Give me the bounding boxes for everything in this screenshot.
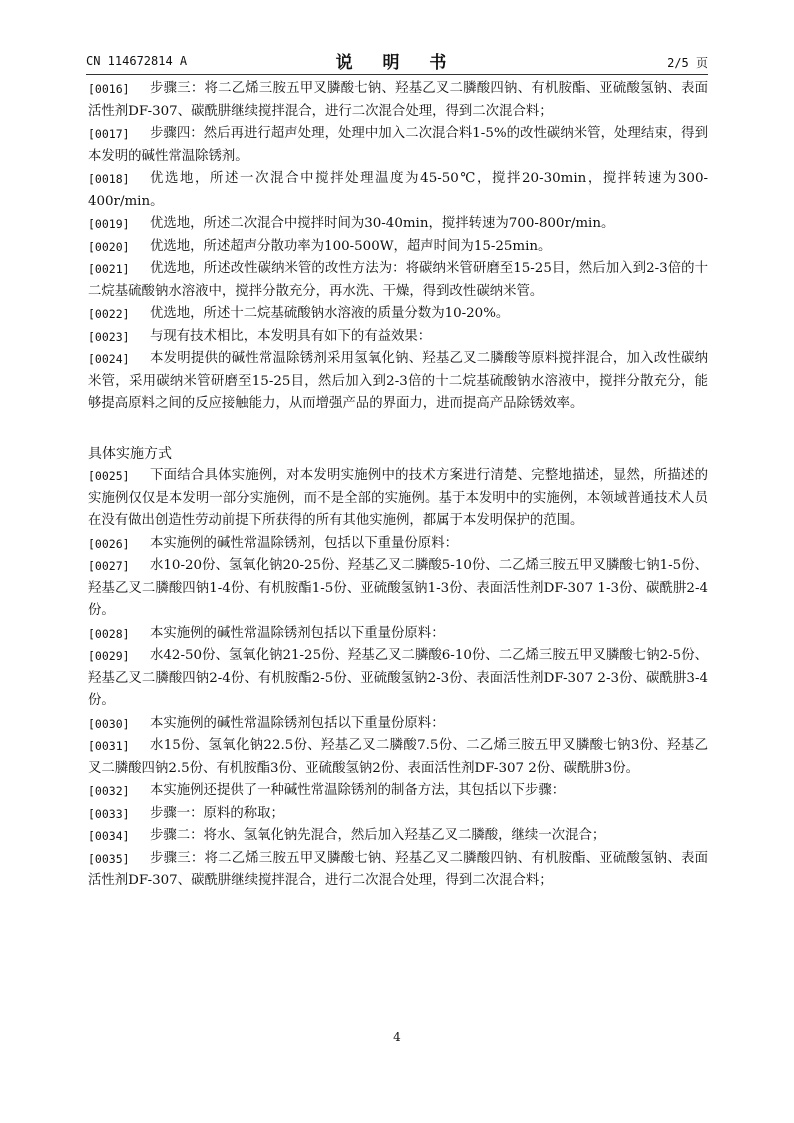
paragraph xyxy=(88,348,708,416)
paragraph xyxy=(88,713,708,736)
section-gap xyxy=(88,416,708,429)
document-body xyxy=(88,78,708,893)
paragraph-text: 与现有技术相比，本发明具有如下的有益效果： xyxy=(150,328,432,344)
paragraph xyxy=(88,236,708,259)
paragraph-number: [0027] xyxy=(88,559,130,573)
paragraph-number: [0031] xyxy=(88,739,130,753)
document-title: 说 明 书 xyxy=(335,53,459,73)
paragraph xyxy=(88,803,708,826)
paragraph-text: 下面结合具体实施例，对本发明实施例中的技术方案进行清楚、完整地描述，显然，所描述的实施例仅仅是本发明一部分实施例，而不是全部的实施例。基于本发明中的实施例，本领域普通技术人员在没有做出创造性劳动前提下所获得的所有其他实施例，都属于本发明保护的范围。 xyxy=(88,468,708,528)
paragraph xyxy=(88,780,708,803)
paragraph xyxy=(88,645,708,713)
paragraph xyxy=(88,258,708,303)
paragraph-text: 优选地，所述十二烷基硫酸钠水溶液的质量分数为10-20%。 xyxy=(150,306,510,321)
paragraph-list-after xyxy=(88,465,708,893)
paragraph-text: 本发明提供的碱性常温除锈剂采用氢氧化钠、羟基乙叉二膦酸等原料搅拌混合，加入改性碳纳米管，采用碳纳米管研磨至15-25目，然后加入到2-3倍的十二烷基硫酸钠水溶液中，搅拌分散充分，能够提高原料之间的反应接触能力，从而增强产品的界面力，进而提高产品除锈效率。 xyxy=(88,351,708,411)
paragraph-text: 优选地，所述二次混合中搅拌时间为30-40min，搅拌转速为700-800r/min。 xyxy=(150,216,615,231)
paragraph-number: [0017] xyxy=(88,127,130,141)
paragraph xyxy=(88,326,708,349)
paragraph-text: 步骤四：然后再进行超声处理，处理中加入二次混合料1-5%的改性碳纳米管，处理结束，得到本发明的碱性常温除锈剂。 xyxy=(88,126,708,164)
paragraph-text: 步骤三：将二乙烯三胺五甲叉膦酸七钠、羟基乙叉二膦酸四钠、有机胺酯、亚硫酸氢钠、表面活性剂DF-307、碳酰肼继续搅拌混合，进行二次混合处理，得到二次混合料； xyxy=(88,850,708,888)
paragraph-text: 优选地，所述一次混合中搅拌处理温度为45-50℃，搅拌20-30min，搅拌转速为300-400r/min。 xyxy=(88,171,708,209)
paragraph xyxy=(88,465,708,533)
paragraph xyxy=(88,825,708,848)
paragraph-number: [0018] xyxy=(88,172,130,186)
paragraph-number: [0029] xyxy=(88,649,130,663)
paragraph-text: 优选地，所述超声分散功率为100-500W，超声时间为15-25min。 xyxy=(150,238,552,254)
paragraph-text: 本实施例还提供了一种碱性常温除锈剂的制备方法，其包括以下步骤： xyxy=(150,783,566,798)
paragraph-number: [0024] xyxy=(88,352,130,366)
header-rule xyxy=(86,74,708,75)
paragraph xyxy=(88,848,708,893)
paragraph-number: [0022] xyxy=(88,307,130,321)
paragraph-number: [0030] xyxy=(88,716,130,731)
paragraph-text: 本实施例的碱性常温除锈剂包括以下重量份原料： xyxy=(150,715,445,731)
paragraph-number: [0028] xyxy=(88,626,130,641)
paragraph-number: [0033] xyxy=(88,806,130,821)
paragraph-number: [0016] xyxy=(88,82,130,96)
paragraph-text: 水42-50份、氢氧化钠21-25份、羟基乙叉二膦酸6-10份、二乙烯三胺五甲叉膦酸七钠2-5份、羟基乙叉二膦酸四钠2-4份、有机胺酯2-5份、亚硫酸氢钠2-3份、表面活性剂DF-307 2-3份、碳酰肼3-4份。 xyxy=(88,648,708,708)
paragraph-number: [0023] xyxy=(88,329,130,344)
paragraph xyxy=(88,213,708,236)
paragraph xyxy=(88,303,708,326)
paragraph-text: 步骤三：将二乙烯三胺五甲叉膦酸七钠、羟基乙叉二膦酸四钠、有机胺酯、亚硫酸氢钠、表面活性剂DF-307、碳酰肼继续搅拌混合，进行二次混合处理，得到二次混合料； xyxy=(88,81,708,119)
page-indicator: 2/5 页 xyxy=(667,56,708,70)
paragraph-number: [0021] xyxy=(88,262,130,276)
page-number: 4 xyxy=(393,1030,401,1044)
paragraph xyxy=(88,78,708,123)
paragraph-number: [0025] xyxy=(88,469,130,483)
publication-number: CN 114672814 A xyxy=(86,54,188,68)
paragraph xyxy=(88,168,708,213)
paragraph-text: 水15份、氢氧化钠22.5份、羟基乙叉二膦酸7.5份、二乙烯三胺五甲叉膦酸七钠3份、羟基乙叉二膦酸四钠2.5份、有机胺酯3份、亚硫酸氢钠2份、表面活性剂DF-307 2份、碳酰肼3份。 xyxy=(88,738,708,776)
paragraph-number: [0035] xyxy=(88,851,130,866)
paragraph-number: [0032] xyxy=(88,784,130,798)
paragraph xyxy=(88,533,708,556)
paragraph-text: 本实施例的碱性常温除锈剂包括以下重量份原料： xyxy=(150,625,445,641)
paragraph-text: 步骤二：将水、氢氧化钠先混合，然后加入羟基乙叉二膦酸，继续一次混合； xyxy=(150,828,606,843)
paragraph xyxy=(88,623,708,646)
paragraph-number: [0034] xyxy=(88,829,130,843)
paragraph-number: [0020] xyxy=(88,239,130,254)
paragraph-text: 水10-20份、氢氧化钠20-25份、羟基乙叉二膦酸5-10份、二乙烯三胺五甲叉膦酸七钠1-5份、羟基乙叉二膦酸四钠1-4份、有机胺酯1-5份、亚硫酸氢钠1-3份、表面活性剂DF-307 1-3份、碳酰肼2-4份。 xyxy=(88,558,708,618)
section-heading: 具体实施方式 xyxy=(88,445,172,462)
paragraph-text: 步骤一：原料的称取； xyxy=(150,805,284,821)
paragraph-text: 本实施例的碱性常温除锈剂，包括以下重量份原料： xyxy=(150,535,458,551)
paragraph-number: [0019] xyxy=(88,217,130,231)
paragraph xyxy=(88,123,708,168)
paragraph xyxy=(88,735,708,780)
paragraph-number: [0026] xyxy=(88,536,130,551)
paragraph xyxy=(88,555,708,623)
page-header xyxy=(86,48,708,72)
paragraph-text: 优选地，所述改性碳纳米管的改性方法为：将碳纳米管研磨至15-25目，然后加入到2-3倍的十二烷基硫酸钠水溶液中，搅拌分散充分，再水洗、干燥，得到改性碳纳米管。 xyxy=(88,261,708,299)
paragraph-list-before xyxy=(88,78,708,416)
